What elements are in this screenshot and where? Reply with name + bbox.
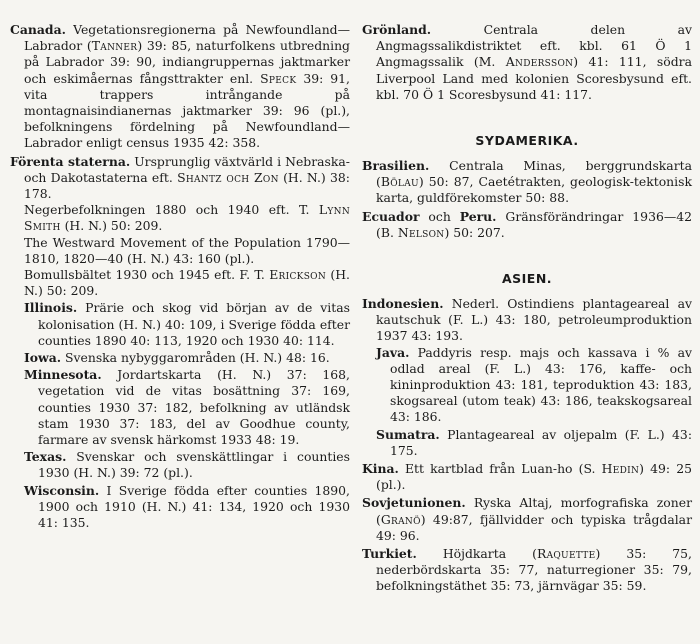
entry-ecuador-peru: Ecuador och Peru. Gränsförändringar 1936—42 (B. Nelson) 50: 207. [362, 208, 692, 240]
entry-java: Java. Paddyris resp. majs och kassava i % av odlad areal (F. L.) 43: 176, kaffe- och kininproduktion 43: 181, teproduktion 43: 183, skogsareal (utom teak) 43: 186, teakskogsareal 43: 186. [376, 344, 692, 425]
author-name: Shantz och Zon [177, 169, 279, 185]
author-name: Lynn Smith [24, 202, 350, 234]
author-name: Erickson [269, 267, 327, 283]
entry-key: Indonesien. [362, 296, 444, 312]
forenta-subentry: Negerbefolkningen 1880 och 1940 eft. T. Lynn Smith (H. N.) 50: 209. [24, 202, 350, 234]
entry-illinois: Illinois. Prärie och skog vid början av de vitas kolonisation (H. N.) 40: 109, i Sverige födda efter counties 1890 40: 113, 1920 och 1930 40: 114. [24, 300, 350, 348]
entry-sumatra: Sumatra. Plantageareal av oljepalm (F. L.) 43: 175. [376, 426, 692, 458]
entry-texas: Texas. Svenskar och svenskättlingar i counties 1930 (H. N.) 39: 72 (pl.). [24, 449, 350, 481]
forenta-subentry: The Westward Movement of the Population 1790—1810, 1820—40 (H. N.) 43: 160 (pl.). [24, 234, 350, 266]
entry-key: Ecuador [362, 208, 420, 224]
section-heading-asien: ASIEN. [501, 271, 553, 287]
entry-key: Grönland. [362, 22, 432, 37]
entry-key: Förenta staterna. [10, 153, 131, 169]
entry-gronland: Grönland. Centrala delen av Angmagssalikdistriktet eft. kbl. 61 Ö 1 Angmagssalik (M. Andersson) 41: 111, södra Liverpool Land med kolonien Scoresbysund eft. kbl. 70 Ö 1 Scoresbysund 41: 117. [362, 22, 692, 102]
author-name: Tanner [91, 38, 138, 54]
entry-key: Brasilien. [362, 158, 430, 174]
entry-iowa: Iowa. Svenska nybyggarområden (H. N.) 48: 16. [24, 350, 330, 366]
entry-key: Kina. [362, 461, 399, 477]
entry-forenta-staterna: Förenta staterna. Ursprunglig växtvärld i Nebraska- och Dakotastaterna eft. Shantz och Zon (H. N.) 38: 178. [10, 153, 350, 202]
entry-key: Sovjetunionen. [362, 495, 466, 511]
author-name: Hedin [601, 461, 640, 477]
entry-key: Minnesota. [24, 367, 102, 383]
author-name: Andersson [505, 54, 574, 70]
entry-indonesien: Indonesien. Nederl. Ostindiens plantageareal av kautschuk (F. L.) 43: 180, petroleumproduktion 1937 43: 193. [362, 296, 692, 344]
entry-key: Peru. [459, 208, 497, 224]
entry-key: Illinois. [24, 300, 78, 316]
entry-key: Texas. [24, 449, 67, 465]
entry-wisconsin: Wisconsin. I Sverige födda efter counties 1890, 1900 och 1910 (H. N.) 41: 134, 1920 och 1930 41: 135. [24, 482, 350, 531]
entry-brasilien: Brasilien. Centrala Minas, berggrundskarta (Bölau) 50: 87, Caetétrakten, geologisk-tektonisk karta, guldförekomster 50: 88. [362, 158, 692, 206]
section-heading-sydamerika: SYDAMERIKA. [475, 133, 579, 149]
author-name: Nelson [397, 224, 445, 240]
entry-key: Java. [376, 344, 410, 360]
entry-minnesota: Minnesota. Jordartskarta (H. N.) 37: 168, vegetation vid de vitas bosättning 37: 169, counties 1930 37: 182, befolkning av utländsk stam 1930 37: 183, del av Goodhue county, farmare av svensk härkomst 1933 48: 19. [24, 367, 350, 448]
forenta-subentry: Bomullsbältet 1930 och 1945 eft. F. T. Erickson (H. N.) 50: 209. [24, 267, 350, 299]
author-name: Raquette [536, 546, 596, 562]
left-column [10, 22, 350, 532]
author-name: Speck [260, 70, 297, 86]
entry-key: Wisconsin. [24, 482, 100, 498]
entry-key: Canada. [10, 22, 66, 37]
entry-canada: Canada. Vegetationsregionerna på Newfoundland—Labrador (Tanner) 39: 85, naturfolkens utbredning på Labrador 39: 90, indiangruppernas jaktmarker och eskimåernas fångsttrakter enl. Speck 39: 91, vita trappers intrångande på montagnaisindianernas jaktmarker 39: 96 (pl.), befolkningens fördelning på Newfoundland—Labrador enligt census 1935 42: 358. [10, 22, 350, 151]
entry-key: Sumatra. [376, 426, 440, 442]
author-name: Granö [380, 511, 421, 527]
entry-key: Turkiet. [362, 546, 417, 562]
entry-sovjetunionen: Sovjetunionen. Ryska Altaj, morfografiska zoner (Granö) 49:87, fjällvidder och typiska trågdalar 49: 96. [362, 495, 692, 543]
entry-key: Iowa. [24, 350, 62, 366]
entry-turkiet: Turkiet. Höjdkarta (Raquette) 35: 75, nederbördskarta 35: 77, naturregioner 35: 79, befolkningstäthet 35: 73, järnvägar 35: 59. [362, 546, 692, 594]
right-column [362, 22, 692, 597]
author-name: Bölau [380, 174, 419, 190]
entry-kina: Kina. Ett kartblad från Luan-ho (S. Hedin) 49: 25 (pl.). [362, 461, 693, 493]
